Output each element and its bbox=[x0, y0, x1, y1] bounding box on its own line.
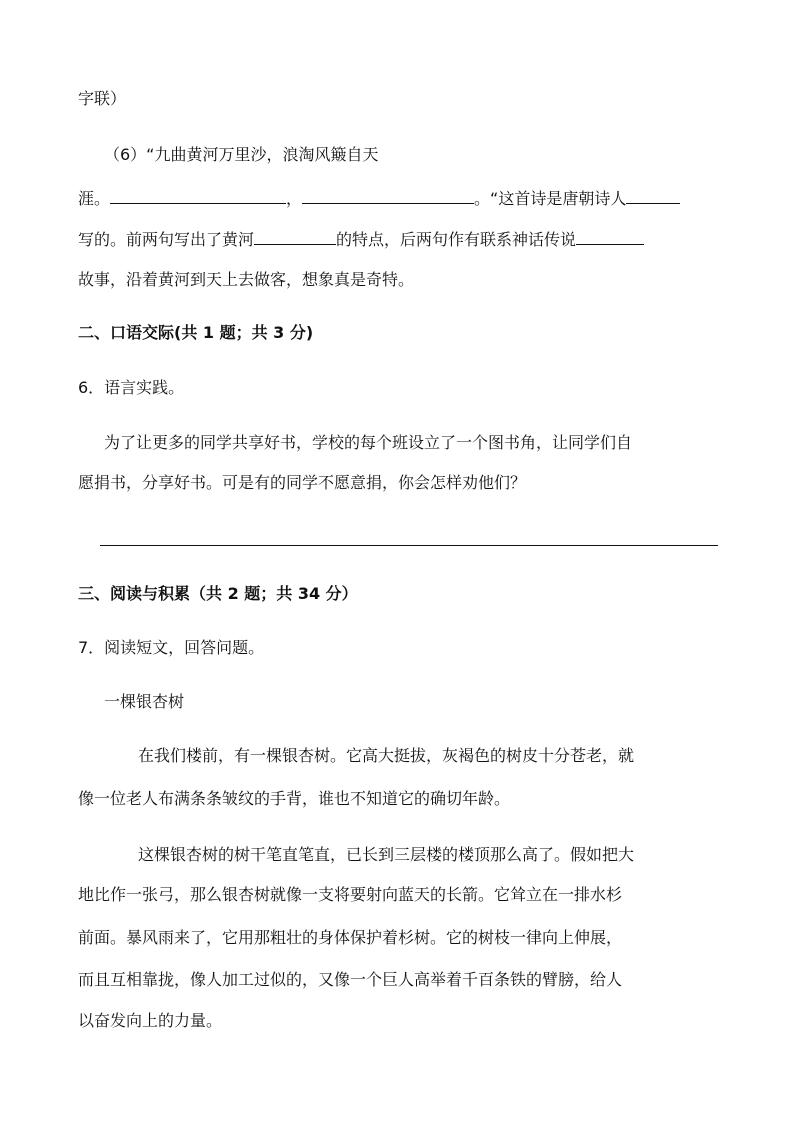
question-title: 6．语言实践。 bbox=[78, 378, 185, 397]
passage-title: 一棵银杏树 bbox=[104, 692, 185, 711]
passage-line: 而且互相靠拢，像人加工过似的，又像一个巨人高举着千百条铁的臂膀，给人 bbox=[78, 970, 623, 989]
text-fragment: 。“这首诗是唐朝诗人 bbox=[474, 189, 627, 208]
question-title: 7．阅读短文，回答问题。 bbox=[78, 638, 265, 657]
passage-line: 前面。暴风雨来了，它用那粗壮的身体保护着杉树。它的树枝一律向上伸展， bbox=[78, 928, 623, 947]
text-fragment: 写的。前两句写出了黄河 bbox=[78, 230, 255, 249]
answer-blank[interactable] bbox=[576, 228, 644, 245]
fill-in-line bbox=[78, 187, 680, 210]
passage-line: 在我们楼前，有一棵银杏树。它高大挺拔，灰褐色的树皮十分苍老，就 bbox=[138, 746, 635, 765]
section-heading: 二、口语交际(共 1 题；共 3 分) bbox=[78, 323, 314, 342]
passage-line: 地比作一张弓，那么银杏树就像一支将要射向蓝天的长箭。它耸立在一排水杉 bbox=[78, 885, 623, 904]
text-fragment: 涯。 bbox=[78, 189, 111, 208]
answer-blank[interactable] bbox=[626, 187, 680, 204]
text-fragment: 的特点，后两句作有联系神话传说 bbox=[336, 230, 577, 249]
answer-line[interactable] bbox=[100, 545, 718, 546]
text-fragment: ， bbox=[286, 189, 303, 208]
text-line: 故事，沿着黄河到天上去做客，想象真是奇特。 bbox=[78, 270, 415, 289]
section-heading: 三、阅读与积累（共 2 题；共 34 分） bbox=[78, 584, 358, 603]
passage-line: 以奋发向上的力量。 bbox=[78, 1011, 223, 1030]
passage-line: 像一位老人布满条条皱纹的手背，谁也不知道它的确切年龄。 bbox=[78, 789, 511, 808]
question-text: 为了让更多的同学共享好书，学校的每个班设立了一个图书角，让同学们自 bbox=[104, 433, 633, 452]
answer-blank[interactable] bbox=[302, 187, 474, 204]
text-line: 字联） bbox=[78, 89, 127, 108]
answer-blank[interactable] bbox=[254, 228, 336, 245]
answer-blank[interactable] bbox=[110, 187, 286, 204]
fill-in-line bbox=[78, 228, 644, 251]
question-6-poem-line: （6）“九曲黄河万里沙，浪淘风簸自天 bbox=[104, 145, 379, 164]
question-text: 愿捐书，分享好书。可是有的同学不愿意捐，你会怎样劝他们？ bbox=[78, 473, 527, 492]
passage-line: 这棵银杏树的树干笔直笔直，已长到三层楼的楼顶那么高了。假如把大 bbox=[138, 845, 635, 864]
